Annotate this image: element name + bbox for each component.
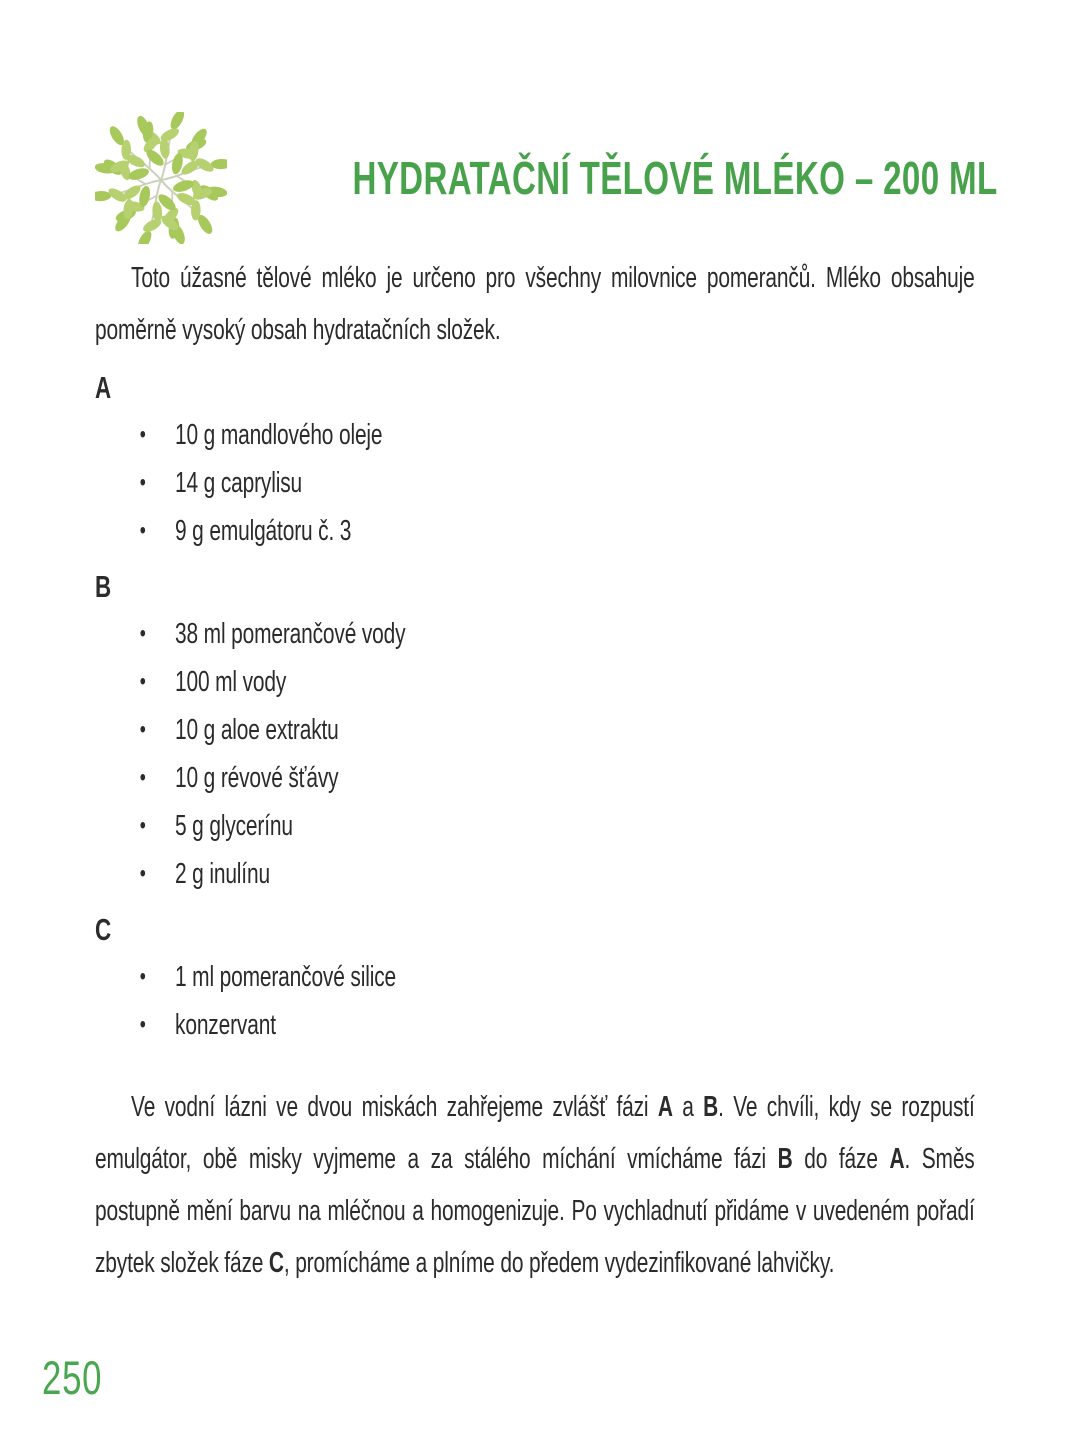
ingredient-text: 1 ml pomerančové silice [175,961,397,993]
leaf-cluster-logo-icon [95,112,227,244]
ingredient-item [95,850,975,898]
ingredient-text: 2 g inulínu [175,858,270,890]
bullet-icon: • [139,668,146,695]
ingredient-text: 38 ml pomerančové vody [175,618,406,650]
ingredient-item [95,610,975,658]
section-c [95,907,975,1049]
instructions-segment: do fáze [792,1143,890,1175]
instructions-segment: Ve vodní lázni ve dvou miskách zahřejeme zvlášť fázi [131,1091,658,1123]
ingredient-text: 5 g glycerínu [175,810,293,842]
ingredient-item [95,706,975,754]
section-c-ingredient-list [95,953,975,1049]
section-a-ingredient-list [95,411,975,555]
ingredient-text: 10 g mandlového oleje [175,419,383,451]
bullet-icon: • [139,620,146,647]
bullet-icon: • [139,860,146,887]
instructions-segment: . Směs postupně mění barvu na mléčnou a homogenizuje. Po vychladnutí přidáme v uvedeném pořadí zbytek složek fáze [95,1143,975,1279]
bullet-icon: • [139,963,146,990]
ingredient-text: 9 g emulgátoru č. 3 [175,515,352,547]
instructions-segment: . Ve chvíli, kdy se rozpustí emulgátor, obě misky vyjmeme a za stálého míchání vmícháme fázi [95,1091,975,1175]
ingredient-text: konzervant [175,1009,276,1041]
bullet-icon: • [139,1011,146,1038]
phase-letter: A [657,1091,673,1123]
ingredient-text: 10 g révové šťávy [175,762,339,794]
page-number: 250 [42,1351,103,1404]
instructions-paragraph [95,1081,975,1289]
instructions-segment: , promícháme a plníme do předem vydezinfikované lahvičky. [283,1247,835,1279]
bullet-icon: • [139,469,146,496]
ingredient-item [95,754,975,802]
instructions-segment: a [672,1091,704,1123]
ingredient-item [95,802,975,850]
section-c-label: C [95,912,111,947]
page-title: HYDRATAČNÍ TĚLOVÉ MLÉKO – 200 ML [352,152,998,204]
page-header [95,110,998,246]
ingredient-item [95,658,975,706]
ingredient-item [95,507,975,555]
section-b-ingredient-list [95,610,975,898]
ingredient-item [95,459,975,507]
bullet-icon: • [139,517,146,544]
intro-paragraph: Toto úžasné tělové mléko je určeno pro všechny milovnice pomerančů. Mléko obsahuje poměrně vysoký obsah hydratačních složek. [95,262,975,346]
section-a [95,365,975,555]
ingredient-text: 14 g caprylisu [175,467,303,499]
section-b-label: B [95,569,111,604]
ingredient-item [95,1001,975,1049]
recipe-content [95,252,975,1289]
ingredient-item [95,411,975,459]
section-b [95,564,975,898]
ingredient-text: 100 ml vody [175,666,287,698]
bullet-icon: • [139,421,146,448]
title-container [227,151,1068,205]
bullet-icon: • [139,716,146,743]
bullet-icon: • [139,764,146,791]
section-a-label: A [95,370,111,405]
phase-letter: B [777,1143,793,1175]
bullet-icon: • [139,812,146,839]
phase-letter: B [703,1091,719,1123]
phase-letter: A [889,1143,905,1175]
phase-letter: C [268,1247,284,1279]
ingredient-text: 10 g aloe extraktu [175,714,339,746]
ingredient-item [95,953,975,1001]
